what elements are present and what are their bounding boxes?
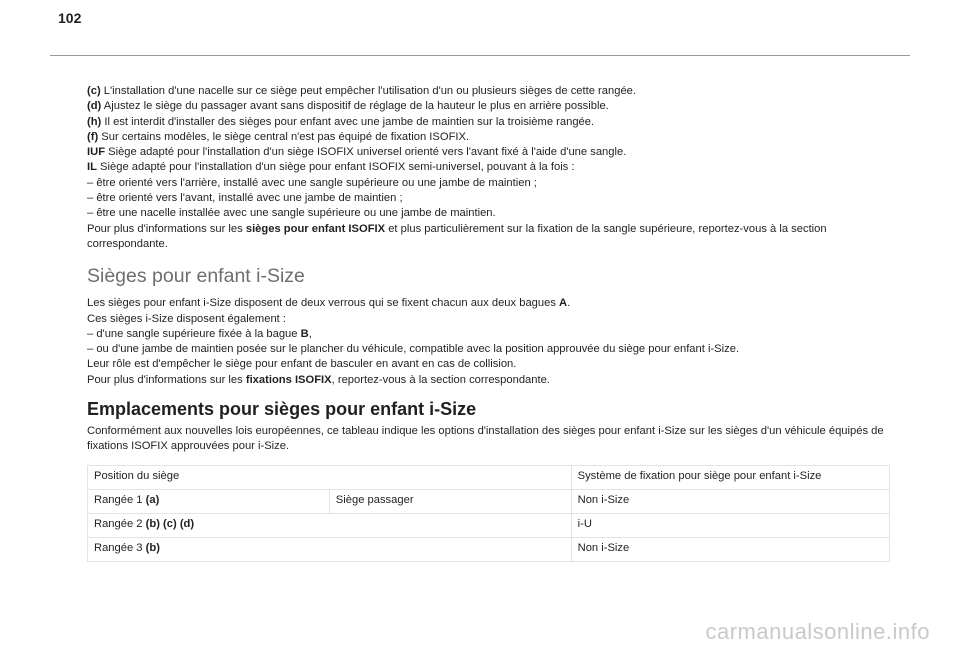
document-body [87,84,887,562]
il-list-item: – être orienté vers l'arrière, installé avec une sangle supérieure ou une jambe de maintien ; [87,176,537,189]
watermark: carmanualsonline.info [705,619,930,644]
subsection-intro: Conformément aux nouvelles lois européennes, ce tableau indique les options d'installation des sièges pour enfant i-Size sur les sièges d'un véhicule équipés de fixations ISOFIX approuvées pour i-Size. [87,425,884,453]
row2-label: Rangée 2 (b) (c) (d) [88,513,572,537]
header-divider [50,55,910,56]
table-row [88,513,890,537]
note-f: (f) Sur certains modèles, le siège central n'est pas équipé de fixation ISOFIX. [87,130,470,143]
subsection-title: Emplacements pour sièges pour enfant i-Size [87,399,477,420]
row1-seat: Siège passager [329,489,571,513]
note-h: (h) Il est interdit d'installer des sièges pour enfant avec une jambe de maintien sur la troisième rangée. [87,115,595,128]
row1-value: Non i-Size [571,489,889,513]
isize-role: Leur rôle est d'empêcher le siège pour enfant de basculer en avant en cas de collision. [87,358,517,371]
isofix-info-paragraph: Pour plus d'informations sur les sièges pour enfant ISOFIX et plus particulièrement sur la fixation de la sangle supérieure, reportez-vous à la section correspondante. [87,222,827,250]
table-header-row [88,465,890,489]
row1-label: Rangée 1 (a) [88,489,330,513]
isize-more-info: Pour plus d'informations sur les fixations ISOFIX, reportez-vous à la section correspondante. [87,373,550,386]
page-number: 102 [58,10,82,26]
note-il: IL Siège adapté pour l'installation d'un siège pour enfant ISOFIX semi-universel, pouvant à la fois : [87,161,575,174]
table-row [88,489,890,513]
note-d: (d) Ajustez le siège du passager avant sans dispositif de réglage de la hauteur le plus en arrière possible. [87,100,609,113]
isize-also: Ces sièges i-Size disposent également : [87,312,286,325]
note-c: (c) L'installation d'une nacelle sur ce siège peut empêcher l'utilisation d'un ou plusieurs sièges de cette rangée. [87,85,636,97]
note-iuf: IUF Siège adapté pour l'installation d'un siège ISOFIX universel orienté vers l'avant fixé à l'aide d'une sangle. [87,146,627,159]
table-row [88,537,890,561]
il-list-item: – être une nacelle installée avec une sangle supérieure ou une jambe de maintien. [87,207,496,220]
isize-list-item: – ou d'une jambe de maintien posée sur le plancher du véhicule, compatible avec la position approuvée du siège pour enfant i-Size. [87,343,740,356]
header-position: Position du siège [88,465,572,489]
row3-value: Non i-Size [571,537,889,561]
isize-positions-table [87,465,890,562]
isize-intro: Les sièges pour enfant i-Size disposent de deux verrous qui se fixent chacun aux deux bagues A. [87,297,571,310]
header-system: Système de fixation pour siège pour enfant i-Size [571,465,889,489]
row2-value: i-U [571,513,889,537]
il-list-item: – être orienté vers l'avant, installé avec une jambe de maintien ; [87,192,403,205]
row3-label: Rangée 3 (b) [88,537,572,561]
section-title: Sièges pour enfant i-Size [87,265,305,288]
isize-list-item: – d'une sangle supérieure fixée à la bague B, [87,327,312,340]
